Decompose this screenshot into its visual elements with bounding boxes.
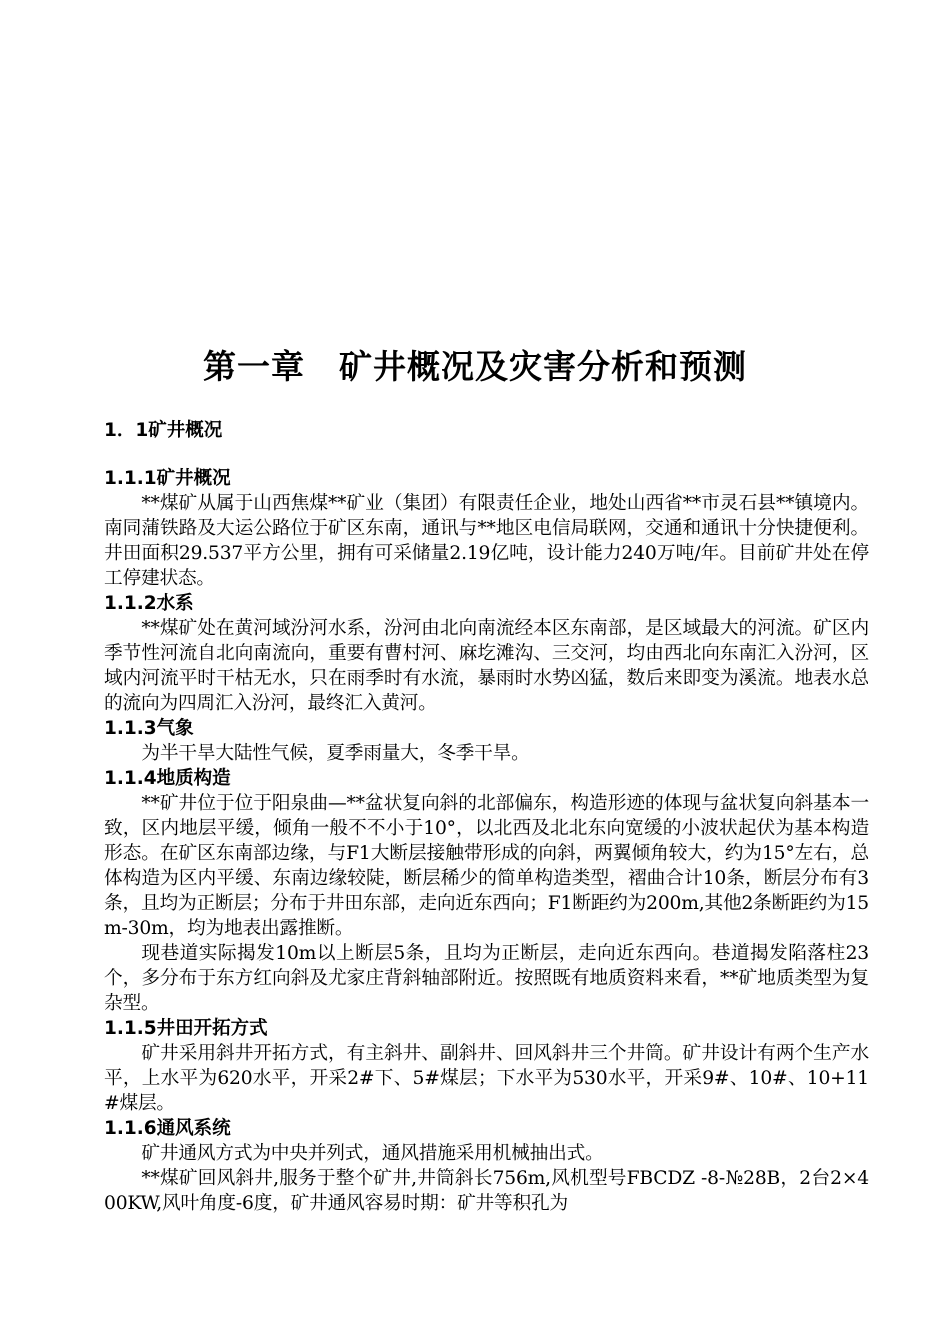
subsection-water-system: [104, 591, 869, 716]
paragraph: **煤矿从属于山西焦煤**矿业（集团）有限责任企业，地处山西省**市灵石县**镇境内。南同蒲铁路及大运公路位于矿区东南，通讯与**地区电信局联网，交通和通讯十分快捷便利。井田面积29.537平方公里，拥有可采储量2.19亿吨，设计能力240万吨/年。目前矿井处在停工停建状态。: [104, 493, 869, 589]
subsection-climate: [104, 716, 869, 766]
subsection-heading: 1.1.2水系: [104, 593, 194, 614]
subsection-ventilation: [104, 1116, 869, 1216]
chapter-title: 第一章 矿井概况及灾害分析和预测: [203, 347, 747, 386]
subsection-development-method: [104, 1016, 869, 1116]
subsection-mine-overview: [104, 466, 869, 591]
document-body: [104, 418, 869, 1216]
paragraph: 现巷道实际揭发10m以上断层5条，且均为正断层，走向近东西向。巷道揭发陷落柱23个，多分布于东方红向斜及尤家庄背斜轴部附近。按照既有地质资料来看，**矿地质类型为复杂型。: [104, 943, 869, 1014]
paragraph: **矿井位于位于阳泉曲—**盆状复向斜的北部偏东，构造形迹的体现与盆状复向斜基本一致，区内地层平缓，倾角一般不不小于10°，以北西及北北东向宽缓的小波状起伏为基本构造形态。在矿区东南部边缘，与F1大断层接触带形成的向斜，两翼倾角较大，约为15°左右，总体构造为区内平缓、东南边缘较陡，断层稀少的简单构造类型，褶曲合计10条，断层分布有3条，且均为正断层；分布于井田东部，走向近东西向；F1断距约为200m,其他2条断距约为15m-30m，均为地表出露推断。: [104, 793, 869, 939]
paragraph: **煤矿回风斜井,服务于整个矿井,井筒斜长756m,风机型号FBCDZ -8-№28B，2台2×400KW,风叶角度-6度，矿井通风容易时期：矿井等积孔为: [104, 1168, 869, 1214]
subsection-heading: 1.1.3气象: [104, 718, 194, 739]
paragraph: 矿井通风方式为中央并列式，通风措施采用机械抽出式。: [141, 1143, 604, 1164]
subsection-heading: 1.1.6通风系统: [104, 1118, 231, 1139]
subsection-geology: [104, 766, 869, 1016]
subsection-heading: 1.1.4地质构造: [104, 768, 231, 789]
subsection-heading: 1.1.1矿井概况: [104, 468, 231, 489]
subsection-heading: 1.1.5井田开拓方式: [104, 1018, 268, 1039]
paragraph: 矿井采用斜井开拓方式，有主斜井、副斜井、回风斜井三个井筒。矿井设计有两个生产水平，上水平为620水平，开采2#下、5#煤层；下水平为530水平，开采9#、10#、10+11#煤层。: [104, 1043, 869, 1114]
paragraph: 为半干旱大陆性气候，夏季雨量大，冬季干旱。: [141, 743, 530, 764]
paragraph: **煤矿处在黄河域汾河水系，汾河由北向南流经本区东南部，是区域最大的河流。矿区内季节性河流自北向南流向，重要有曹村河、麻圪滩沟、三交河，均由西北向东南汇入汾河，区域内河流平时干枯无水，只在雨季时有水流，暴雨时水势凶猛，数后来即变为溪流。地表水总的流向为四周汇入汾河，最终汇入黄河。: [104, 618, 869, 714]
section-heading: 1．1矿井概况: [104, 420, 223, 441]
